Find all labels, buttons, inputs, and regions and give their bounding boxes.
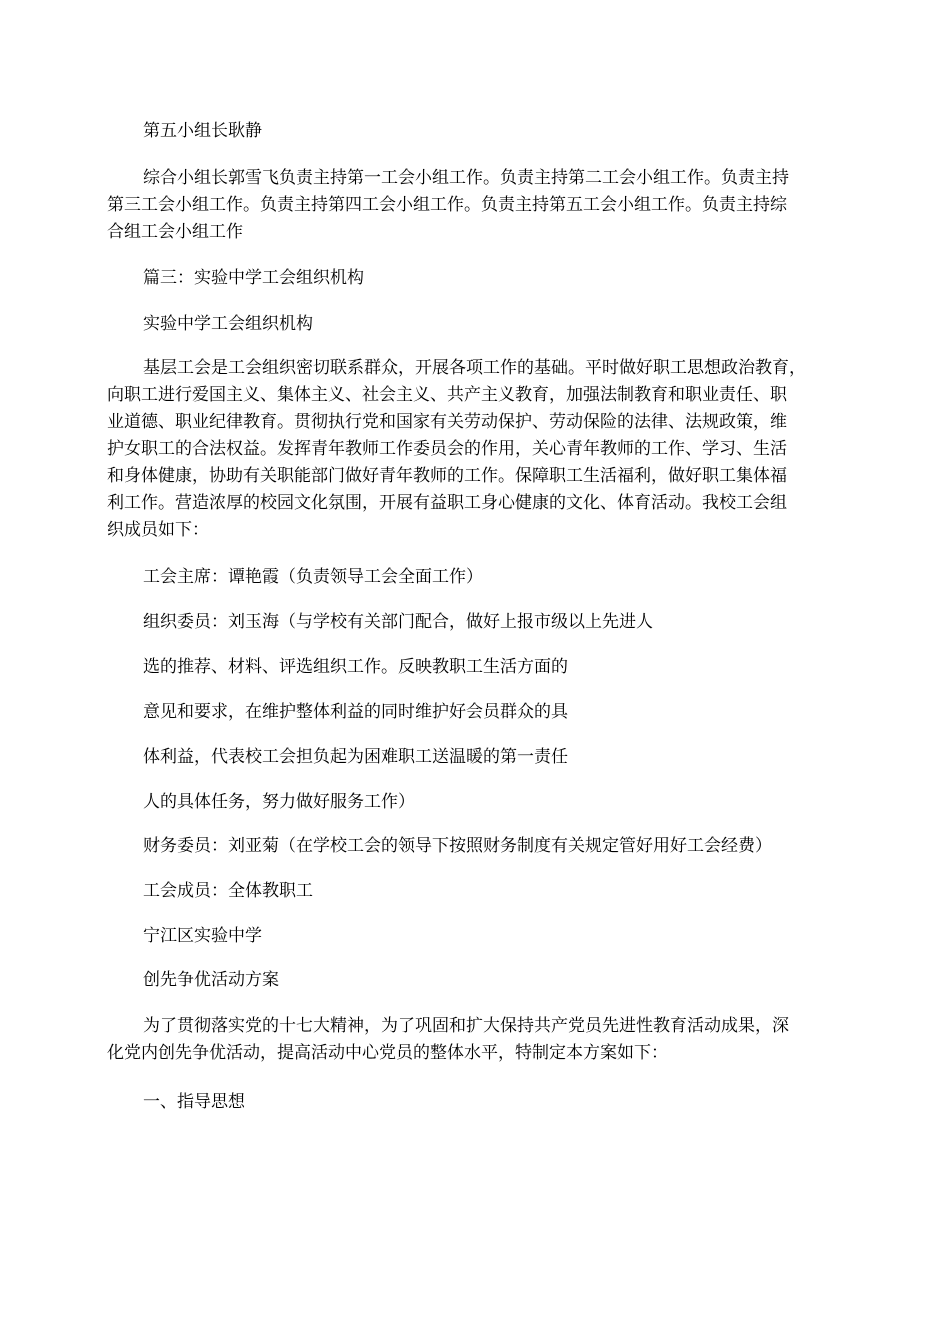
paragraph-line: 合组工会小组工作 — [107, 222, 243, 242]
paragraph-line: 利工作。营造浓厚的校园文化氛围，开展有益职工身心健康的文化、体育活动。我校工会组 — [107, 493, 787, 513]
paragraph-union-members: 工会成员：全体教职工 — [143, 881, 313, 901]
paragraph-line: 基层工会是工会组织密切联系群众，开展各项工作的基础。平时做好职工思想政治教育， — [143, 358, 806, 378]
paragraph-organization-member: 组织委员：刘玉海（与学校有关部门配合，做好上报市级以上先进人 — [143, 612, 653, 632]
section-heading-part-three: 篇三：实验中学工会组织机构 — [143, 268, 364, 288]
paragraph-line: 织成员如下： — [107, 520, 209, 540]
paragraph-union-chair: 工会主席：谭艳霞（负责领导工会全面工作） — [143, 567, 483, 587]
paragraph-grassroots-union — [107, 355, 831, 544]
paragraph-line: 综合小组长郭雪飞负责主持第一工会小组工作。负责主持第二工会小组工作。负责主持 — [143, 168, 789, 188]
paragraph-line: 护女职工的合法权益。发挥青年教师工作委员会的作用，关心青年教师的工作、学习、生活 — [107, 439, 787, 459]
paragraph-org-duty-line-1: 选的推荐、材料、评选组织工作。反映教职工生活方面的 — [143, 657, 568, 677]
paragraph-general-group-leader — [107, 165, 831, 246]
paragraph-line: 业道德、职业纪律教育。贯彻执行党和国家有关劳动保护、劳动保险的法律、法规政策，维 — [107, 412, 787, 432]
paragraph-line: 化党内创先争优活动，提高活动中心党员的整体水平，特制定本方案如下： — [107, 1043, 668, 1063]
section-title-activity-plan: 创先争优活动方案 — [143, 970, 279, 990]
paragraph-plan-intro — [107, 1013, 831, 1067]
paragraph-org-duty-line-4: 人的具体任务，努力做好服务工作） — [143, 792, 415, 812]
paragraph-line: 为了贯彻落实党的十七大精神，为了巩固和扩大保持共产党员先进性教育活动成果，深 — [143, 1016, 789, 1036]
section-title-union-structure: 实验中学工会组织机构 — [143, 314, 313, 334]
school-name: 宁江区实验中学 — [143, 926, 262, 946]
paragraph-org-duty-line-2: 意见和要求，在维护整体利益的同时维护好会员群众的具 — [143, 702, 568, 722]
paragraph-line: 向职工进行爱国主义、集体主义、社会主义、共产主义教育，加强法制教育和职业责任、职 — [107, 385, 787, 405]
paragraph-finance-member: 财务委员：刘亚菊（在学校工会的领导下按照财务制度有关规定管好用好工会经费） — [143, 836, 772, 856]
paragraph-line: 和身体健康，协助有关职能部门做好青年教师的工作。保障职工生活福利，做好职工集体福 — [107, 466, 787, 486]
section-heading-guiding-ideology: 一、指导思想 — [143, 1092, 245, 1112]
paragraph-fifth-group-leader: 第五小组长耿静 — [143, 121, 262, 141]
paragraph-org-duty-line-3: 体利益，代表校工会担负起为困难职工送温暖的第一责任 — [143, 747, 568, 767]
paragraph-line: 第三工会小组工作。负责主持第四工会小组工作。负责主持第五工会小组工作。负责主持综 — [107, 195, 787, 215]
